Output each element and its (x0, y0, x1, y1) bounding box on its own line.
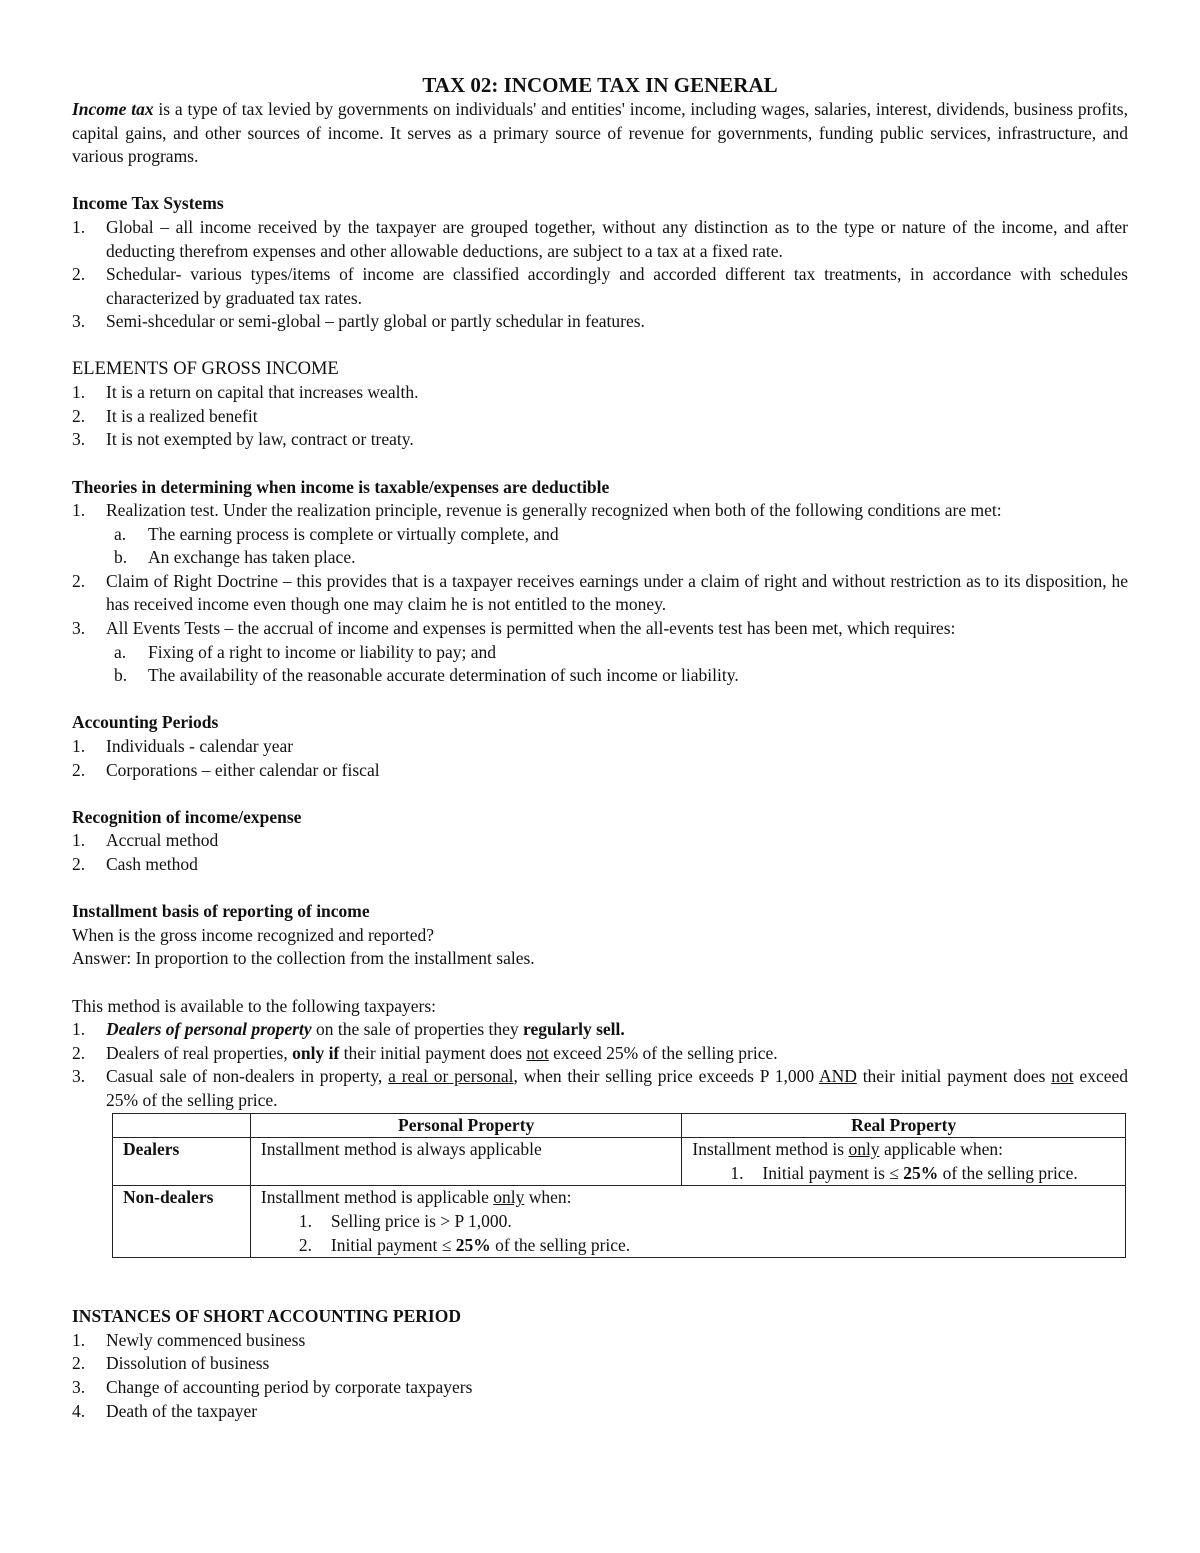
section-heading-systems: Income Tax Systems (72, 193, 224, 214)
installment-answer: Answer: In proportion to the collection from the installment sales. (72, 948, 535, 969)
list-item: 2. Claim of Right Doctrine – this provides that is a taxpayer receives earnings under a claim of right and without restriction as to its disposition, he has received income even though one may claim he is not entitled to the money. (72, 570, 1128, 615)
sub-list-item: a. Fixing of a right to income or liability to pay; and (114, 641, 497, 662)
table-row (113, 1186, 1126, 1258)
intro-paragraph (72, 98, 1128, 169)
list-item: 2. Initial payment ≤ 25% of the selling price. (298, 1234, 631, 1255)
table-header-row (113, 1113, 1126, 1138)
list-item: 2. Dissolution of business (72, 1353, 270, 1374)
sub-list (106, 523, 1128, 570)
section-heading-installment: Installment basis of reporting of income (72, 901, 370, 922)
list-item: 1. Realization test. Under the realization principle, revenue is generally recognized when both of the following conditions are met: a. The earning process is complete or virtually complete, and b. An exchange has taken place. (72, 499, 1128, 570)
column-header-real: Real Property (682, 1113, 1126, 1138)
installment-question: When is the gross income recognized and reported? (72, 924, 435, 945)
list-item: 2. Dealers of real properties, only if their initial payment does not exceed 25% of the selling price. (72, 1042, 778, 1063)
list-item: 1. Individuals - calendar year (72, 736, 294, 757)
table-corner-cell (113, 1113, 251, 1138)
list-item: 1. Dealers of personal property on the sale of properties they regularly sell. (72, 1019, 625, 1040)
list-item: 3. All Events Tests – the accrual of income and expenses is permitted when the all-events test has been met, which requires: a. Fixing of a right to income or liability to pay; and b. The availability of the reasonable accurate determination of such income or liability. (72, 617, 1128, 688)
row-header-nondealers: Non-dealers (113, 1186, 251, 1258)
table-row (113, 1138, 1126, 1186)
list-item: 2. Cash method (72, 854, 198, 874)
sub-list (106, 641, 1128, 688)
list-item: 1. Global – all income received by the taxpayer are grouped together, without any distinction as to the type or nature of the income, and after deducting therefrom expenses and other allowable deductions, are subject to a tax at a fixed rate. (72, 216, 1128, 261)
section-heading-elements: ELEMENTS OF GROSS INCOME (72, 358, 339, 379)
intro-term: Income tax (72, 99, 154, 119)
list-item: 3. Casual sale of non-dealers in property, a real or personal, when their selling price exceeds P 1,000 AND their initial payment does not exceed 25% of the selling price. (72, 1066, 1129, 1110)
list-item: 2. It is a realized benefit (72, 405, 258, 426)
table-cell: Installment method is only applicable when: 1. Initial payment is ≤ 25% of the selling price. (682, 1138, 1126, 1186)
theories-list (72, 499, 1128, 688)
row-header-dealers: Dealers (113, 1138, 251, 1186)
recognition-list (72, 829, 1128, 876)
list-item: 1. Selling price is > P 1,000. (298, 1210, 512, 1231)
page-title: TAX 02: INCOME TAX IN GENERAL (422, 73, 778, 97)
elements-list (72, 381, 1128, 452)
section-heading-recognition: Recognition of income/expense (72, 806, 302, 827)
installment-lead: This method is available to the following taxpayers: (72, 995, 437, 1016)
short-period-list (72, 1329, 1128, 1423)
list-item: 4. Death of the taxpayer (72, 1400, 258, 1421)
cell-list (261, 1210, 1115, 1257)
sub-list-item: b. The availability of the reasonable accurate determination of such income or liability. (114, 665, 739, 686)
list-item: 1. Initial payment is ≤ 25% of the selling price. (730, 1162, 1078, 1183)
intro-text: is a type of tax levied by governments on individuals' and entities' income, including wages, salaries, interest, dividends, business profits, capital gains, and other sources of income. It serves as a primary source of revenue for governments, funding public services, infrastructure, and various programs. (72, 99, 1128, 167)
section-heading-periods: Accounting Periods (72, 712, 219, 733)
table-cell: Installment method is always applicable (250, 1138, 682, 1186)
sub-list-item: b. An exchange has taken place. (114, 547, 356, 568)
periods-list (72, 735, 1128, 782)
cell-list (692, 1162, 1115, 1186)
sub-list-item: a. The earning process is complete or virtually complete, and (114, 523, 559, 544)
table-cell: Installment method is applicable only when: 1. Selling price is > P 1,000. 2. Initial payment ≤ 25% of the selling price. (250, 1186, 1125, 1258)
list-item: 3. Change of accounting period by corporate taxpayers (72, 1377, 473, 1398)
list-item: 3. It is not exempted by law, contract or treaty. (72, 429, 414, 450)
column-header-personal: Personal Property (250, 1113, 682, 1138)
installment-table (112, 1113, 1126, 1259)
installment-list (72, 1018, 1128, 1112)
list-item: 1. It is a return on capital that increases wealth. (72, 382, 419, 403)
document-page (72, 72, 1128, 1423)
list-item: 2. Corporations – either calendar or fiscal (72, 759, 380, 780)
systems-list (72, 216, 1128, 334)
list-item: 1. Newly commenced business (72, 1329, 306, 1350)
list-item: 3. Semi-shcedular or semi-global – partly global or partly schedular in features. (72, 311, 645, 332)
section-heading-short-period: INSTANCES OF SHORT ACCOUNTING PERIOD (72, 1306, 461, 1327)
list-item: 2. Schedular- various types/items of income are classified accordingly and accorded different tax treatments, in accordance with schedules characterized by graduated tax rates. (72, 264, 1128, 308)
list-item: 1. Accrual method (72, 830, 219, 851)
section-heading-theories: Theories in determining when income is taxable/expenses are deductible (72, 476, 610, 497)
